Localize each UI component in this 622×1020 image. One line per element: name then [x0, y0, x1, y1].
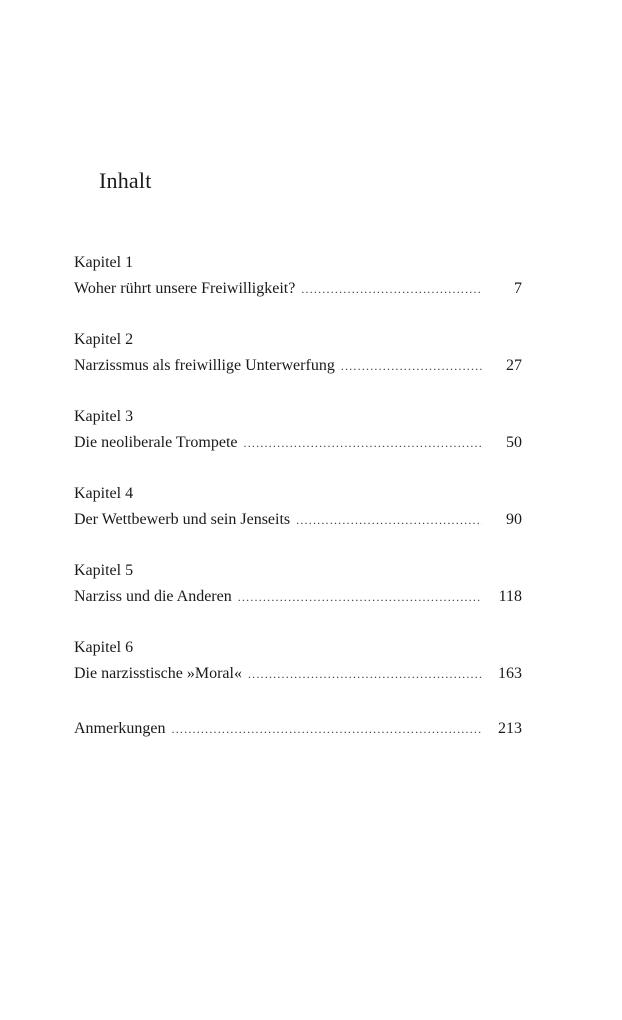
chapter-label: Kapitel 2 [74, 331, 134, 348]
chapter-title: Narziss und die Anderen [74, 588, 232, 605]
toc-chapter-6 [74, 635, 522, 712]
toc-entry [74, 507, 522, 533]
dot-leader [248, 661, 482, 687]
toc-entry [74, 353, 522, 379]
dot-leader [244, 430, 482, 456]
page-number: 7 [514, 280, 522, 297]
toc-heading: Inhalt [99, 168, 152, 193]
chapter-label: Kapitel 1 [74, 254, 134, 271]
toc-entry [74, 276, 522, 302]
chapter-label: Kapitel 3 [74, 408, 134, 425]
chapter-title: Die narzisstische »Moral« [74, 665, 242, 682]
chapter-label: Kapitel 5 [74, 562, 134, 579]
dot-leader [172, 716, 482, 742]
toc-entry [74, 430, 522, 456]
page-number: 90 [506, 511, 522, 528]
chapter-label: Kapitel 4 [74, 485, 134, 502]
chapter-title: Woher rührt unsere Freiwilligkeit? [74, 280, 296, 297]
page-number: 118 [498, 588, 522, 605]
chapter-label: Kapitel 6 [74, 639, 134, 656]
toc-entry [74, 661, 522, 687]
toc-appendix [74, 716, 522, 742]
chapter-title: Narzissmus als freiwillige Unterwerfung [74, 357, 335, 374]
page-number: 27 [506, 357, 522, 374]
toc-chapter-1 [74, 250, 522, 327]
toc-chapter-4 [74, 481, 522, 558]
toc-chapter-3 [74, 404, 522, 481]
page-number: 163 [498, 665, 522, 682]
appendix-title: Anmerkungen [74, 720, 166, 737]
toc-chapter-2 [74, 327, 522, 404]
toc-entry [74, 584, 522, 610]
chapter-title: Der Wettbewerb und sein Jenseits [74, 511, 291, 528]
table-of-contents [74, 250, 522, 742]
chapter-title: Die neoliberale Trompete [74, 434, 238, 451]
page-number: 213 [498, 720, 522, 737]
dot-leader [301, 276, 482, 302]
page-number: 50 [506, 434, 522, 451]
toc-chapter-5 [74, 558, 522, 635]
dot-leader [296, 507, 482, 533]
dot-leader [341, 353, 482, 379]
dot-leader [238, 584, 482, 610]
